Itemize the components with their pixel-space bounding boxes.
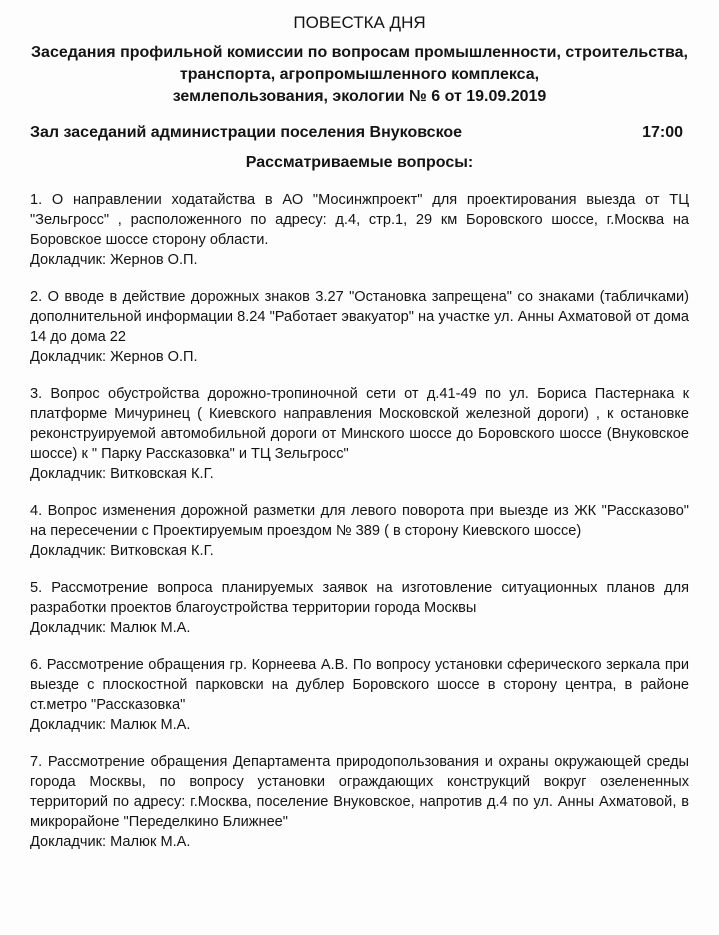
agenda-item-5 xyxy=(30,578,689,638)
agenda-item-speaker: Докладчик: Малюк М.А. xyxy=(30,620,191,636)
agenda-item-7 xyxy=(30,752,689,852)
document-subtitle xyxy=(30,42,689,108)
agenda-item-speaker: Докладчик: Жернов О.П. xyxy=(30,349,198,365)
agenda-item-4 xyxy=(30,501,689,561)
venue-name: Зал заседаний администрации поселения Внуковское xyxy=(30,124,463,141)
section-heading: Рассматриваемые вопросы: xyxy=(245,154,474,171)
agenda-item-speaker: Докладчик: Жернов О.П. xyxy=(30,252,198,268)
agenda-item-text: 5. Рассмотрение вопроса планируемых заявок на изготовление ситуационных планов для разработки проектов благоустройства территории города Москвы xyxy=(30,580,689,616)
subtitle-line: землепользования, экологии № 6 от 19.09.2019 xyxy=(172,88,547,105)
agenda-item-1 xyxy=(30,190,689,270)
subtitle-line: транспорта, агропромышленного комплекса, xyxy=(179,66,540,83)
agenda-list xyxy=(30,190,689,852)
agenda-item-2 xyxy=(30,287,689,367)
agenda-item-text: 4. Вопрос изменения дорожной разметки для левого поворота при выезде из ЖК "Рассказово" на пересечении с Проектируемым проездом № 389 ( в сторону Киевского шоссе) xyxy=(30,503,689,539)
meeting-time: 17:00 xyxy=(642,124,683,141)
venue-row xyxy=(30,122,683,144)
agenda-item-text: 6. Рассмотрение обращения гр. Корнеева А.В. По вопросу установки сферического зеркала при выезде с плоскостной парковски на дублер Боровского шоссе в сторону центра, в районе ст.метро "Рассказовка" xyxy=(30,657,689,713)
agenda-item-3 xyxy=(30,384,689,484)
agenda-item-text: 3. Вопрос обустройства дорожно-тропиночной сети от д.41-49 по ул. Бориса Пастернака к платформе Мичуринец ( Киевского направления Московской железной дороги) , к остановке реконструируемой автомобильной дороги от Минского шоссе до Боровского шоссе (Внуковское шоссе) к " Парку Рассказовка" и ТЦ Зельгросс" xyxy=(30,386,689,462)
document-title: ПОВЕСТКА ДНЯ xyxy=(293,13,426,32)
agenda-item-text: 1. О направлении ходатайства в АО "Мосинжпроект" для проектирования выезда от ТЦ "Зельгросс" , расположенного по адресу: д.4, стр.1, 29 км Боровского шоссе, г.Москва на Боровское шоссе сторону области. xyxy=(30,192,689,248)
agenda-item-speaker: Докладчик: Витковская К.Г. xyxy=(30,466,214,482)
subtitle-line: Заседания профильной комиссии по вопросам промышленности, строительства, xyxy=(31,44,688,61)
agenda-item-6 xyxy=(30,655,689,735)
agenda-item-text: 7. Рассмотрение обращения Департамента природопользования и охраны окружающей среды города Москвы, по вопросу установки ограждающих конструкций вокруг озелененных территорий по адресу: г.Москва, поселение Внуковское, напротив д.4 по ул. Анны Ахматовой, в микрорайоне "Переделкино Ближнее" xyxy=(30,754,689,830)
agenda-item-speaker: Докладчик: Витковская К.Г. xyxy=(30,543,214,559)
agenda-item-text: 2. О вводе в действие дорожных знаков 3.27 "Остановка запрещена" со знаками (табличками) дополнительной информации 8.24 "Работает эвакуатор" на участке ул. Анны Ахматовой от дома 14 до дома 22 xyxy=(30,289,689,345)
agenda-item-speaker: Докладчик: Малюк М.А. xyxy=(30,717,191,733)
agenda-item-speaker: Докладчик: Малюк М.А. xyxy=(30,834,191,850)
